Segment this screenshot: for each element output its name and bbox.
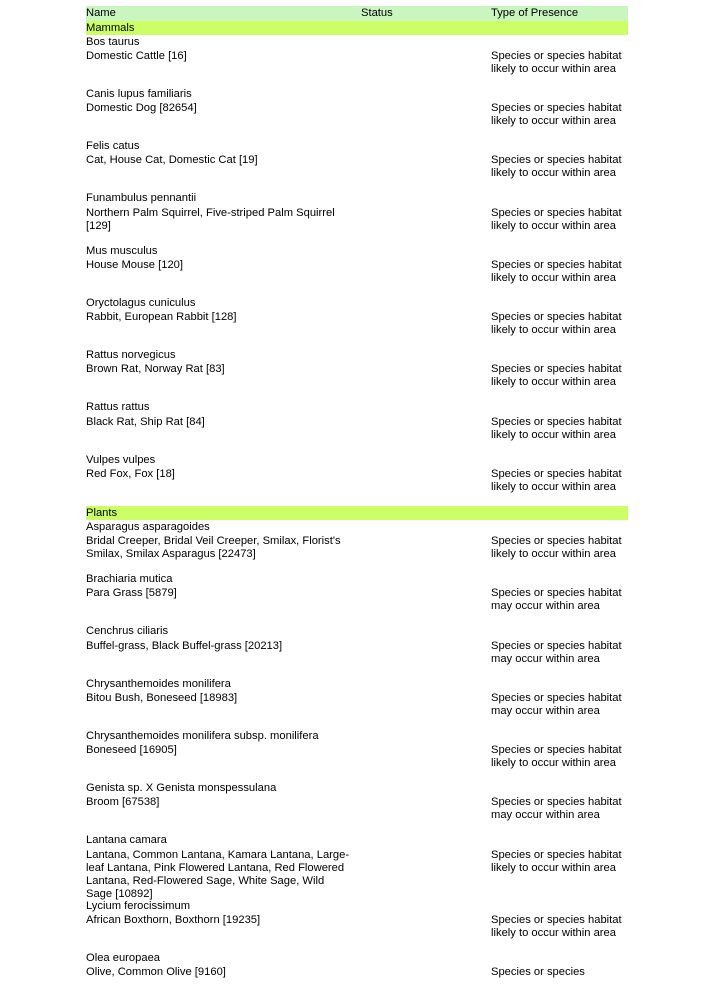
scientific-name: Rattus norvegicus <box>86 349 176 361</box>
common-name: Olive, Common Olive [9160] <box>86 966 226 978</box>
common-name: Rabbit, European Rabbit [128] <box>86 311 237 323</box>
table-header <box>86 6 628 21</box>
presence-type: Species or species habitat likely to occur within area <box>491 535 622 560</box>
group-label: Plants <box>86 507 118 519</box>
common-name: Bitou Bush, Boneseed [18983] <box>86 692 238 704</box>
common-name: Domestic Dog [82654] <box>86 102 197 114</box>
scientific-name: Chrysanthemoides monilifera <box>86 678 231 690</box>
header-name: Name <box>86 7 116 19</box>
common-name: African Boxthorn, Boxthorn [19235] <box>86 914 261 926</box>
presence-type: Species or species habitat may occur within area <box>491 587 622 612</box>
scientific-name: Chrysanthemoides monilifera subsp. monilifera <box>86 730 319 742</box>
common-name: Red Fox, Fox [18] <box>86 468 175 480</box>
presence-type: Species or species habitat may occur within area <box>491 640 622 665</box>
presence-type: Species or species habitat likely to occur within area <box>491 259 622 284</box>
group-label: Mammals <box>86 22 135 34</box>
scientific-name: Felis catus <box>86 140 140 152</box>
scientific-name: Genista sp. X Genista monspessulana <box>86 782 277 794</box>
common-name: Northern Palm Squirrel, Five-striped Palm Squirrel [129] <box>86 207 335 232</box>
common-name: Buffel-grass, Black Buffel-grass [20213] <box>86 640 283 652</box>
scientific-name: Olea europaea <box>86 952 161 964</box>
common-name: Brown Rat, Norway Rat [83] <box>86 363 225 375</box>
common-name: Bridal Creeper, Bridal Veil Creeper, Smilax, Florist's Smilax, Smilax Asparagus [22473] <box>86 535 341 560</box>
common-name: House Mouse [120] <box>86 259 184 271</box>
common-name: Boneseed [16905] <box>86 744 177 756</box>
presence-type: Species or species habitat likely to occur within area <box>491 849 622 874</box>
scientific-name: Bos taurus <box>86 36 140 48</box>
common-name: Black Rat, Ship Rat [84] <box>86 416 205 428</box>
scientific-name: Rattus rattus <box>86 401 150 413</box>
common-name: Domestic Cattle [16] <box>86 50 187 62</box>
presence-type: Species or species habitat likely to occur within area <box>491 468 622 493</box>
scientific-name: Brachiaria mutica <box>86 573 173 585</box>
scientific-name: Oryctolagus cuniculus <box>86 297 196 309</box>
presence-type: Species or species habitat likely to occur within area <box>491 363 622 388</box>
scientific-name: Mus musculus <box>86 245 158 257</box>
presence-type: Species or species habitat likely to occur within area <box>491 744 622 769</box>
presence-type: Species or species habitat likely to occur within area <box>491 154 622 179</box>
presence-type: Species or species habitat likely to occur within area <box>491 102 622 127</box>
scientific-name: Vulpes vulpes <box>86 454 156 466</box>
scientific-name: Funambulus pennantii <box>86 192 197 204</box>
common-name: Cat, House Cat, Domestic Cat [19] <box>86 154 258 166</box>
presence-type: Species or species <box>491 966 585 978</box>
presence-type: Species or species habitat may occur within area <box>491 796 622 821</box>
scientific-name: Asparagus asparagoides <box>86 521 210 533</box>
scientific-name: Canis lupus familiaris <box>86 88 192 100</box>
presence-type: Species or species habitat likely to occur within area <box>491 914 622 939</box>
header-presence: Type of Presence <box>491 7 579 19</box>
presence-type: Species or species habitat likely to occur within area <box>491 207 622 232</box>
presence-type: Species or species habitat likely to occur within area <box>491 416 622 441</box>
scientific-name: Lycium ferocissimum <box>86 900 191 912</box>
presence-type: Species or species habitat likely to occur within area <box>491 311 622 336</box>
scientific-name: Lantana camara <box>86 834 167 846</box>
presence-type: Species or species habitat likely to occur within area <box>491 50 622 75</box>
common-name: Lantana, Common Lantana, Kamara Lantana, Large-leaf Lantana, Pink Flowered Lantana, Red Flowered Lantana, Red-Flowered Sage, White Sage, Wild Sage [10892] <box>86 849 350 900</box>
presence-type: Species or species habitat may occur within area <box>491 692 622 717</box>
common-name: Para Grass [5879] <box>86 587 177 599</box>
header-status: Status <box>361 7 393 19</box>
common-name: Broom [67538] <box>86 796 160 808</box>
scientific-name: Cenchrus ciliaris <box>86 625 169 637</box>
group-header-plants <box>86 506 628 520</box>
group-header-mammals <box>86 21 628 35</box>
